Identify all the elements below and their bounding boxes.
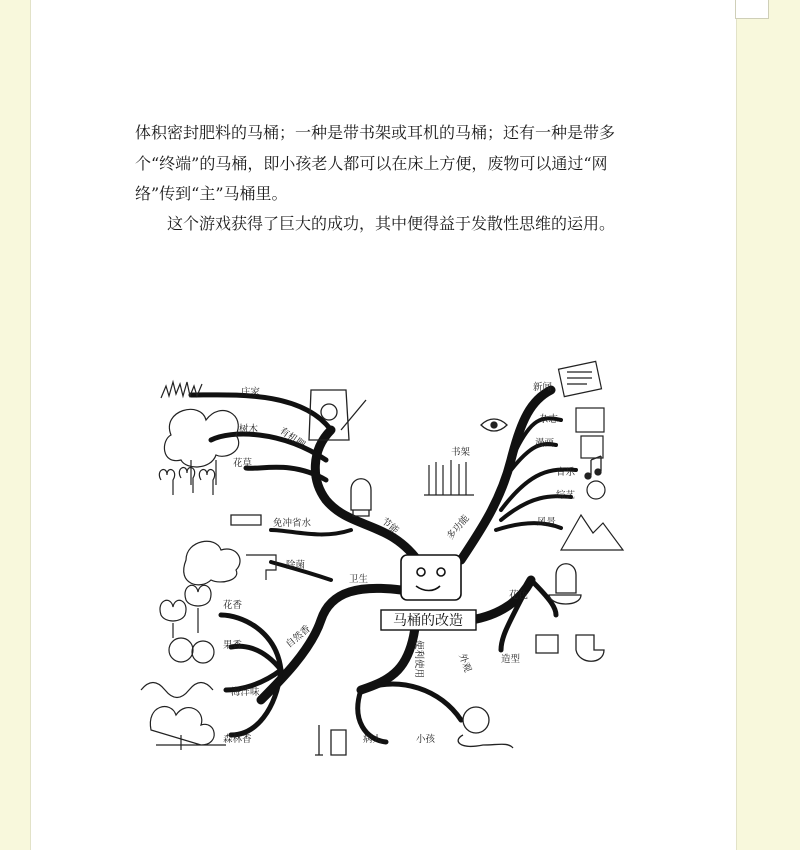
document-page — [30, 0, 737, 850]
label-floral: 花香 — [223, 600, 243, 611]
tulips-doodle — [160, 585, 211, 638]
trees-doodle — [164, 409, 238, 485]
label-ocean: 海洋味 — [231, 687, 260, 698]
label-anti-odor: 除菌 — [286, 560, 306, 571]
label-multi-function: 多功能 — [444, 513, 472, 542]
baby-doodle — [458, 707, 513, 748]
label-flowers: 花草 — [233, 458, 253, 469]
label-shape: 造型 — [501, 654, 521, 665]
paragraph-2: 这个游戏获得了巨大的成功，其中便得益于发散性思维的运用。 — [167, 214, 616, 233]
branch-forest — [231, 670, 281, 735]
magazine-doodle — [576, 408, 604, 458]
flowers-doodle — [159, 468, 214, 495]
trunk-ecological — [315, 430, 421, 565]
branch-child — [361, 684, 461, 720]
label-trees: 树木 — [239, 424, 259, 435]
waves-doodle — [141, 683, 213, 698]
label-fruit: 果香 — [223, 640, 243, 651]
branch-flush — [271, 530, 351, 534]
label-scenery: 风景 — [537, 517, 557, 528]
newspaper-doodle — [559, 361, 602, 396]
label-convenient: 便利使用 — [413, 640, 424, 679]
fruit-doodle — [169, 638, 214, 663]
page-corner-tab — [735, 0, 769, 19]
shape-toilet-doodle — [576, 635, 604, 661]
books-doodle — [424, 460, 474, 495]
label-comics: 漫画 — [535, 438, 555, 449]
label-bookshelf: 书架 — [451, 447, 471, 458]
label-flush: 免冲省水 — [273, 518, 312, 529]
label-forest: 森林香 — [223, 734, 252, 745]
branch-pattern — [531, 580, 556, 615]
eye-doodle — [481, 419, 507, 431]
label-water-saving: 节能 — [379, 515, 401, 537]
label-music: 音乐 — [556, 467, 576, 478]
toilet-character-doodle — [401, 555, 461, 600]
label-pattern: 花色 — [509, 590, 529, 601]
label-hygiene: 卫生 — [349, 574, 369, 585]
sprinkler-doodle — [184, 541, 276, 585]
label-news: 新闻 — [533, 382, 553, 393]
label-variety: 综艺 — [556, 490, 576, 501]
music-notes-doodle — [585, 456, 601, 479]
label-patient: 病人 — [363, 734, 383, 745]
label-crops: 庄家 — [241, 387, 261, 398]
label-natural-scent: 自然香 — [283, 623, 313, 651]
tray-doodle — [231, 515, 261, 525]
label-child: 小孩 — [416, 734, 436, 745]
center-label: 马桶的改造 — [393, 613, 463, 629]
label-appearance: 外观 — [456, 652, 474, 674]
paragraph-1: 体积密封肥料的马桶；一种是带书架或耳机的马桶；还有一种是带多个“终端”的马桶，即小孩老人都可以在床上方便，废物可以通过“网络”传到“主”马桶里。 — [135, 123, 616, 203]
label-magazine: 杂志 — [539, 414, 559, 425]
medicine-doodle — [315, 725, 346, 755]
label-ecological: 有机肥 — [277, 425, 307, 451]
bulb-doodle — [351, 479, 371, 516]
forest-doodle — [150, 707, 226, 750]
mind-map-illustration — [31, 350, 736, 770]
pattern-toilet-doodle — [536, 564, 581, 653]
